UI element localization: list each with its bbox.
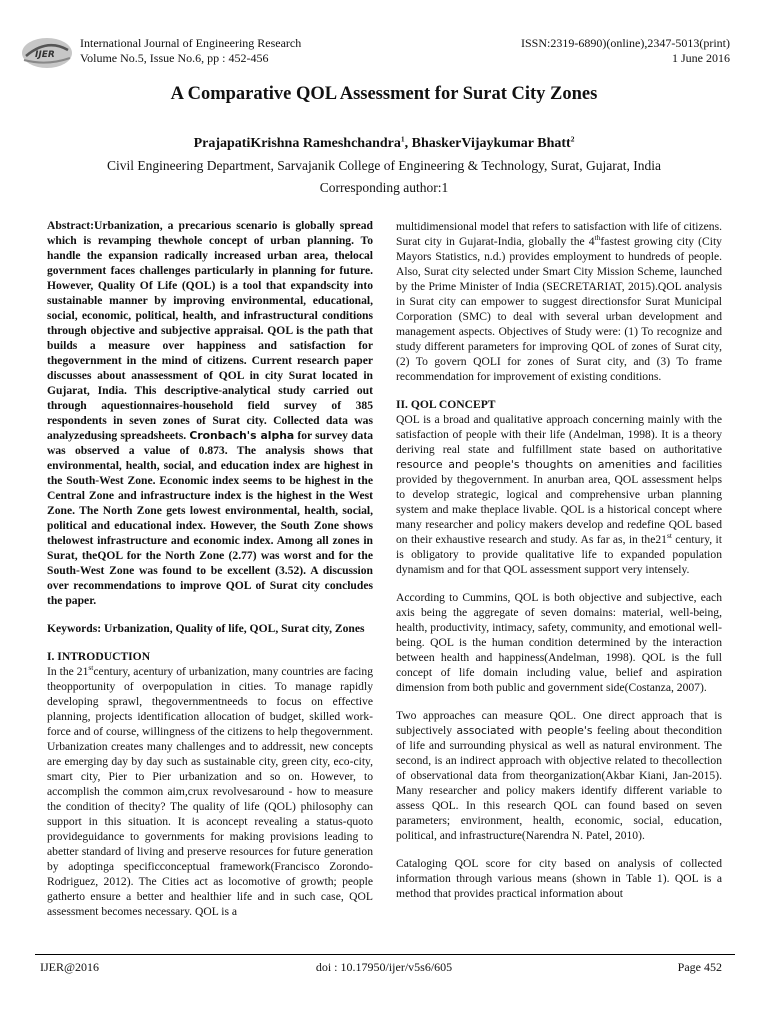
author-1: PrajapatiKrishna Rameshchandra <box>193 136 401 151</box>
issn-info <box>521 36 730 66</box>
section-heading-qol-concept: II. QOL CONCEPT <box>396 398 496 411</box>
author-2: BhaskerVijaykumar Bhatt <box>411 136 571 151</box>
author-2-mark: 2 <box>570 134 575 144</box>
page-header <box>20 34 750 74</box>
issn-number: ISSN:2319-6890)(online),2347-5013(print) <box>521 36 730 50</box>
footer-doi: doi : 10.17950/ijer/v5s6/605 <box>315 960 453 974</box>
section-heading-introduction: I. INTRODUCTION <box>47 650 151 663</box>
paragraph-approaches: Two approaches can measure QOL. One direct approach that is subjectively associated with people's feeling about thecondition of life and surrounding physical as well as natural environment. The second, is an indirect approach with objective related to thecollection of observational data from theorganization(Akbar Kiani, Jan-2015). Many researcher and policy makers identify different variable to assess QOL. In this research QOL can found based on seven parameters; environment, health, economic, social, education, political, and infrastructure(Narendra N. Patel, 2010). <box>396 709 722 842</box>
paragraph-qol-concept: QOL is a broad and qualitative approach concerning mainly with the satisfaction of people with their life (Andelman, 1998). It is a theory deriving real state and fulfillment state based on authoritative resource and people's thoughts on amenities and facilities provided by thegovernment. In anurban area, QOL assessment helps to develop strategic, logical and comprehensive urban planning system and make theplace livable. QOL is a historical concept where many researcher and policy makers develop and redefine QOL based on their exhaustive research and study. As far as, in the21st century, it is obligatory to provide qualitative life to expanded population dynamism and for that QOL assessment support very intensely. <box>396 413 722 576</box>
paper-title: A Comparative QOL Assessment for Surat City Zones <box>170 84 598 104</box>
author-separator: , <box>404 136 412 151</box>
journal-name: International Journal of Engineering Research <box>80 36 302 50</box>
journal-logo <box>20 36 74 70</box>
right-column <box>396 219 722 914</box>
author-list <box>0 136 768 152</box>
paragraph-cummins: According to Cummins, QOL is both objective and subjective, each axis being the aggregate of seven domains: material, well-being, health, productivity, intimacy, safety, community, and emotional well-being. QOL is the human condition determined by the interaction between health and happiness(Andelman, 1998). QOL is the full concept of life domain including value, belief and aspiration dimension from both public and government side(Costanza, 2007). <box>396 591 722 694</box>
journal-info <box>80 36 301 66</box>
corresponding-author: Corresponding author:1 <box>319 180 449 195</box>
keywords: Keywords: Urbanization, Quality of life, QOL, Surat city, Zones <box>47 622 365 635</box>
left-column <box>47 218 373 932</box>
footer-copyright: IJER@2016 <box>40 960 100 974</box>
cronbach-term: Cronbach's alpha <box>189 429 295 442</box>
paragraph-cataloging: Cataloging QOL score for city based on analysis of collected information through various means (shown in Table 1). QOL is a method that provides practical information about <box>396 857 722 900</box>
journal-volume: Volume No.5, Issue No.6, pp : 452-456 <box>80 51 269 65</box>
footer-divider <box>35 954 735 955</box>
abstract: Abstract:Urbanization, a precarious scenario is globally spread which is revamping thewhole concept of urban planning. To handle the expansion radically increased urban area, thelocal government faces challenges particularly in planning for future. However, Quality Of Life (QOL) is a tool that expandscity into sustainable manner by improving environmental, educational, social, economic, political, health, and infrastructural conditions through objective and subjective appraisal. QOL is the path that builds a measure over happiness and satisfaction for thegovernment in the mind of citizens. Current research paper discusses about anassessment of QOL in city Surat located in Gujarat, India. This descriptive-analytical study carried out through aquestionnaires-household field survey of 385 respondents in seven zones of Surat city. Collected data was analyzedusing spreadsheets. Cronbach's alpha for survey data was observed a value of 0.873. The analysis shows that environmental, health, social, and education index are highest in the South-West Zone. Economic index seems to be highest in the Central Zone and infrastructure index is the highest in the West Zone. The North Zone gets lowest environmental, health, social, political and educational index. However, the South Zone shows thelowest infrastructure and economic index. Among all zones in Surat, theQOL for the North Zone (2.77) was worst and for the South-West Zone was found to be excellent (3.52). A discussion over recommendations to improve QOL of Surat city concludes the paper. <box>47 219 373 607</box>
introduction-text: In the 21stcentury, acentury of urbanization, many countries are facing theopportunity of overpopulation in cities. To manage rapidly developing sprawl, thegovernmentneeds to focus on effective planning, projects identification allocation of budget, skilled work-force and of course, willingness of the citizens to help thegovernment. Urbanization creates many challenges and to addressit, new concepts are emerging day by day such as sustainable city, green city, eco-city, smart city, Pier to Pier urbanization and so on. However, to accomplish the common aim,crux revolvesaround - how to measure the condition of thecity? The quality of life (QOL) philosophy can support in this situation. It is aconcept revealing a status-quoto provideguidance to governments for making provisions leading to abetter standard of living and preserve resources for future generation by adoptinga specificconceptual framework(Francisco Zorondo-Rodriguez, 2012). The Cities act as locomotive of growth; people gatherto ensure a better and healthier life and in such case, QOL assessment becomes necessary. QOL is a <box>47 663 373 918</box>
author-1-mark: 1 <box>400 134 405 144</box>
affiliation: Civil Engineering Department, Sarvajanik College of Engineering & Technology, Surat, Gujarat, India <box>107 158 661 173</box>
svg-text:IJER: IJER <box>35 50 55 60</box>
issue-date: 1 June 2016 <box>672 51 730 65</box>
footer-page-number: Page 452 <box>677 960 722 974</box>
paragraph-objectives: multidimensional model that refers to satisfaction with life of citizens. Surat city in Gujarat-India, globally the 4thfastest growing city (City Mayors Statistics, n.d.) provides employment to hundreds of people. Also, Surat city selected under Smart City Mission Scheme, launched by the Prime Minister of India (SECRETARIAT, 2015).QOL analysis in Surat city can empower to suggest directionsfor Surat Municipal Corporation (SMC) to deal with several urban development and management aspects. Objectives of Study were: (1) To recognize and study different parameters for improving QOL of zones of Surat city, (2) To govern QOLI for zones of Surat city, and (3) To frame recommendation for improvement of existing conditions. <box>396 220 722 383</box>
